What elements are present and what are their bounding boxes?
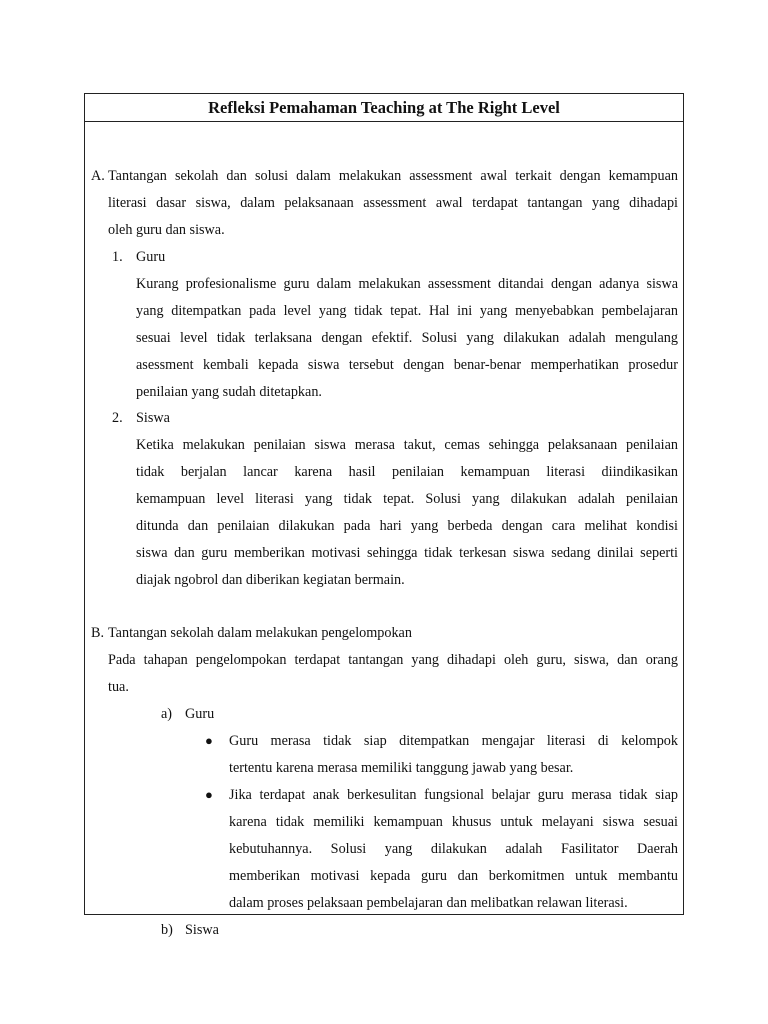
bullet-2-line: kebutuhannya. Solusi yang dilakukan adalah Fasilitator Daerah: [229, 841, 678, 857]
item-1-marker: 1.: [112, 249, 123, 265]
document-title: Refleksi Pemahaman Teaching at The Right Level: [85, 94, 683, 122]
item-2-line: diajak ngobrol dan diberikan kegiatan bermain.: [136, 572, 405, 588]
item-2-line: siswa dan guru memberikan motivasi sehingga tidak terkesan siswa sedang dinilai seperti: [136, 545, 678, 561]
item-1-line: asessment kembali kepada siswa tersebut dengan benar-benar memperhatikan prosedur: [136, 357, 678, 373]
sub-b-heading: Siswa: [185, 922, 219, 938]
section-a-marker: A.: [91, 168, 105, 184]
item-1-heading: Guru: [136, 249, 166, 265]
sub-b-marker: b): [161, 922, 173, 938]
item-2-line: kemampuan level literasi yang tidak tepat. Solusi yang dilakukan adalah penilaian: [136, 491, 678, 507]
bullet-1-line: tertentu karena merasa memiliki tanggung jawab yang besar.: [229, 760, 574, 776]
item-2-marker: 2.: [112, 410, 123, 426]
section-b-intro-line: tua.: [108, 679, 129, 695]
section-a-line: Tantangan sekolah dan solusi dalam melakukan assessment awal terkait dengan kemampuan: [108, 168, 678, 184]
bullet-2-line: Jika terdapat anak berkesulitan fungsional belajar guru merasa tidak siap: [229, 787, 678, 803]
sub-a-marker: a): [161, 706, 173, 722]
section-a-line: literasi dasar siswa, dalam pelaksanaan assessment awal terdapat tantangan yang dihadapi: [108, 195, 678, 211]
item-1-line: sesuai level tidak terlaksana dengan efektif. Solusi yang dilakukan adalah mengulang: [136, 330, 678, 346]
bullet-2-line: dalam proses pelaksaan pembelajaran dan melibatkan relawan literasi.: [229, 895, 628, 911]
bullet-2-line: karena tidak memiliki kemampuan khusus untuk melayani siswa sesuai: [229, 814, 678, 830]
section-b-marker: B.: [91, 625, 105, 641]
sub-a-heading: Guru: [185, 706, 215, 722]
section-b-heading: Tantangan sekolah dalam melakukan pengelompokan: [108, 625, 412, 641]
bullet-icon: ●: [205, 733, 213, 748]
bullet-1-line: Guru merasa tidak siap ditempatkan mengajar literasi di kelompok: [229, 733, 678, 749]
item-2-heading: Siswa: [136, 410, 170, 426]
item-1-line: yang ditempatkan pada level yang tidak tepat. Hal ini yang menyebabkan pembelajaran: [136, 303, 678, 319]
bullet-2-line: memberikan motivasi kepada guru dan berkomitmen untuk membantu: [229, 868, 678, 884]
item-2-line: ditunda dan penilaian dilakukan pada hari yang berbeda dengan cara melihat kondisi: [136, 518, 678, 534]
item-1-line: penilaian yang sudah ditetapkan.: [136, 384, 322, 400]
document-table: [84, 93, 684, 938]
item-2-line: tidak berjalan lancar karena hasil penilaian kemampuan literasi diindikasikan: [136, 464, 678, 480]
item-2-line: Ketika melakukan penilaian siswa merasa takut, cemas sehingga pelaksanaan penilaian: [136, 437, 678, 453]
section-b-intro-line: Pada tahapan pengelompokan terdapat tantangan yang dihadapi oleh guru, siswa, dan orang: [108, 652, 678, 668]
item-1-line: Kurang profesionalisme guru dalam melakukan assessment ditandai dengan adanya siswa: [136, 276, 678, 292]
bullet-icon: ●: [205, 787, 213, 802]
section-a-line: oleh guru dan siswa.: [108, 222, 225, 238]
